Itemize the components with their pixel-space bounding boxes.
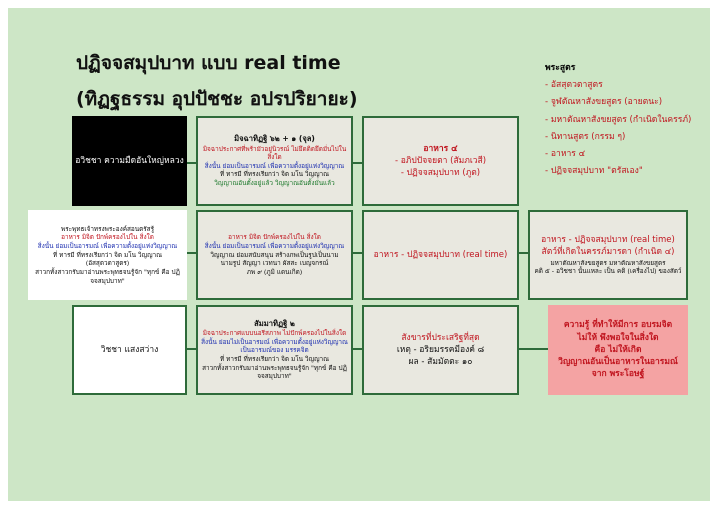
- rebirth-line: มหาตัณหาสังขยสูตร มหาตัณหาสังขยสูตร: [550, 258, 666, 267]
- vijja-box: [72, 305, 187, 395]
- micchaditthi-line: ที่ ทารมี ที่ทรงเรียกว่า จิต มโน วิญญาณ: [219, 170, 330, 179]
- teaching-line: สิ่งนั้น ย่อมเป็นอารมณ์ เพื่อความตั้งอยู่แห่งวิญญาณ: [37, 242, 178, 251]
- connector-line: [518, 252, 528, 254]
- ahara-four-box: [362, 116, 519, 206]
- ahara-realtime-box: [362, 210, 519, 300]
- connector-line: [352, 348, 362, 350]
- rebirth-line: อาหาร - ปฏิจจสมุปบาท (real time): [541, 235, 675, 246]
- connector-line: [352, 162, 362, 164]
- sammaditthi-line: ที่ ทารมี ที่ทรงเรียกว่า จิต มโน วิญญาณ: [219, 355, 330, 364]
- rebirth-line: คติ ๕ - อวิชชา นั้นแหละ เป็น คติ (เครื่องไป) ของสัตว์: [534, 267, 682, 276]
- rebirth-box: [528, 210, 688, 300]
- teaching-line: สาวกทั้งสาวกรับมาอ่านพระพุทธจนรู้จัก "ทุกข์ คือ ปฏิจจสมุปบาท": [35, 267, 180, 285]
- avijja-label: อวิชชา ความมืดอันใหญ่หลวง: [75, 155, 184, 166]
- sutta-item: - อัสสุตวตาสูตร: [545, 80, 603, 91]
- knowledge-line: คือ ไม่ให้เกิด: [594, 344, 642, 355]
- teaching-line: ที่ ทารมี ที่ทรงเรียกว่า จิต มโน วิญญาณ: [52, 250, 163, 259]
- sammaditthi-line: เป็นอารมณ์ของ มรรคจิต: [240, 346, 309, 355]
- sangkhara-box: [362, 305, 519, 395]
- sammaditthi-line: สิ่งนั้น ย่อมไม่เป็นอารมณ์ เพื่อความตั้งอยู่แห่งวิญญาณ: [201, 337, 348, 346]
- process-line: อาหาร มิจิต ปักพ์ครองไปใน สิ่งใด: [228, 233, 321, 242]
- teaching-line: อาหาร มิจิต ปักพ์ครองไปใน สิ่งใด: [61, 233, 154, 242]
- sammaditthi-heading: สัมมาทิฏฐิ ๒: [254, 318, 295, 328]
- sutta-item: - ปฏิจจสมุปบาท "ตรัสเอง": [545, 166, 643, 177]
- micchaditthi-box: [196, 116, 353, 206]
- rebirth-line: สัตว์ที่เกิดในครรภ์มารดา (กำเนิด ๔): [541, 247, 675, 258]
- buddha-teaching-box: [28, 210, 187, 300]
- sammaditthi-line: มิจฉาประกาศแบบนอรีสภาพ ไม่ปักพ์ครองไปในสิ่งใด: [202, 329, 347, 338]
- knowledge-line: วิญญาณอันเป็นอาหารในอารมณ์: [558, 357, 678, 368]
- sutta-item: - จูฬตัณหาสังขยสูตร (อายตนะ): [545, 97, 663, 108]
- ahara-four-line: - อภิปปัจจยตา (สัมภเวสี): [394, 155, 487, 166]
- ahara-realtime-label: อาหาร - ปฏิจจสมุปบาท (real time): [373, 249, 508, 260]
- connector-line: [518, 348, 548, 350]
- knowledge-line: จาก พระโอษฐ์: [591, 369, 645, 380]
- teaching-line: พระพุทธเจ้าทรงพระองค์สอนตรัสรู้: [60, 224, 155, 233]
- connector-line: [186, 162, 196, 164]
- sutta-item: - อาหาร ๔: [545, 149, 586, 160]
- middle-process-box: [196, 210, 353, 300]
- vijja-label: วิชชา แสงสว่าง: [100, 344, 159, 355]
- sangkhara-line: ผล - สัมมัตตะ ๑๐: [408, 357, 473, 368]
- process-line: สิ่งนั้น ย่อมเป็นอารมณ์ เพื่อความตั้งอยู่แห่งวิญญาณ: [204, 242, 345, 251]
- sangkhara-line: เหตุ - อริยมรรคมีองค์ ๘: [396, 344, 485, 355]
- sutta-item: - มหาตัณหาสังขยสูตร (กำเนิดในครรภ์): [545, 114, 692, 125]
- teaching-line: (อัสสุตวตาสูตร): [85, 259, 130, 268]
- ahara-four-line: - ปฏิจจสมุปบาท (ภูต): [400, 168, 481, 179]
- sangkhara-heading: สังขารที่ประเสริฐที่สุด: [401, 332, 480, 343]
- micchaditthi-line: สิ่งนั้น ย่อมเป็นอารมณ์ เพื่อความตั้งอยู่แห่งวิญญาณ: [204, 161, 345, 170]
- avijja-box: [72, 116, 187, 206]
- knowledge-line: ไม่ให้ พึงพอใจในสิ่งใด: [577, 332, 659, 343]
- ahara-four-heading: อาหาร ๔: [423, 143, 458, 154]
- sutta-list: [545, 60, 715, 180]
- sammaditthi-line: สาวกทั้งสาวกรับมาอ่านพระพุทธจนรู้จัก "ทุกข์ คือ ปฏิจจสมุปบาท": [202, 363, 347, 381]
- knowledge-box: [548, 305, 688, 395]
- micchaditthi-heading: มิจฉาทิฏฐิ ๖๒ + ๑ (จุล): [234, 134, 315, 144]
- page-title: ปฏิจจสมุปบาท แบบ real time: [76, 52, 341, 74]
- connector-line: [186, 348, 196, 350]
- connector-line: [187, 252, 196, 254]
- process-line: นามรูป สัญญา เวทนา ผัสสะ เบญจกรณ์: [220, 259, 329, 268]
- micchaditthi-line: วิญญาณอันตั้งอยู่แล้ว วิญญาณอันตั้งมั่นแล้ว: [214, 179, 335, 188]
- page-subtitle: (ทิฏฐธรรม อุปปัชชะ อปรปริยายะ): [76, 88, 358, 110]
- sutta-item: - นิทานสูตร (กรรม ๆ): [545, 131, 626, 142]
- process-line: วิญญาณ ย่อมสนับสนุน สร้างภพเป็นรูปเป็นนาม: [210, 250, 339, 259]
- process-line: ภพ ๙ (ภูมิ แดนเกิด): [246, 267, 303, 276]
- knowledge-line: ความรู้ ที่ทำให้มีการ อบรมจิต: [563, 320, 673, 331]
- micchaditthi-line: มิจฉาประกาศที่พร้ามัวอยู่นิวรณ์ ไม่ยึดติดยึดมั่นไปในสิ่งใด: [202, 144, 347, 162]
- connector-line: [352, 252, 362, 254]
- sammaditthi-box: [196, 305, 353, 395]
- sutta-list-heading: พระสูตร: [545, 63, 576, 73]
